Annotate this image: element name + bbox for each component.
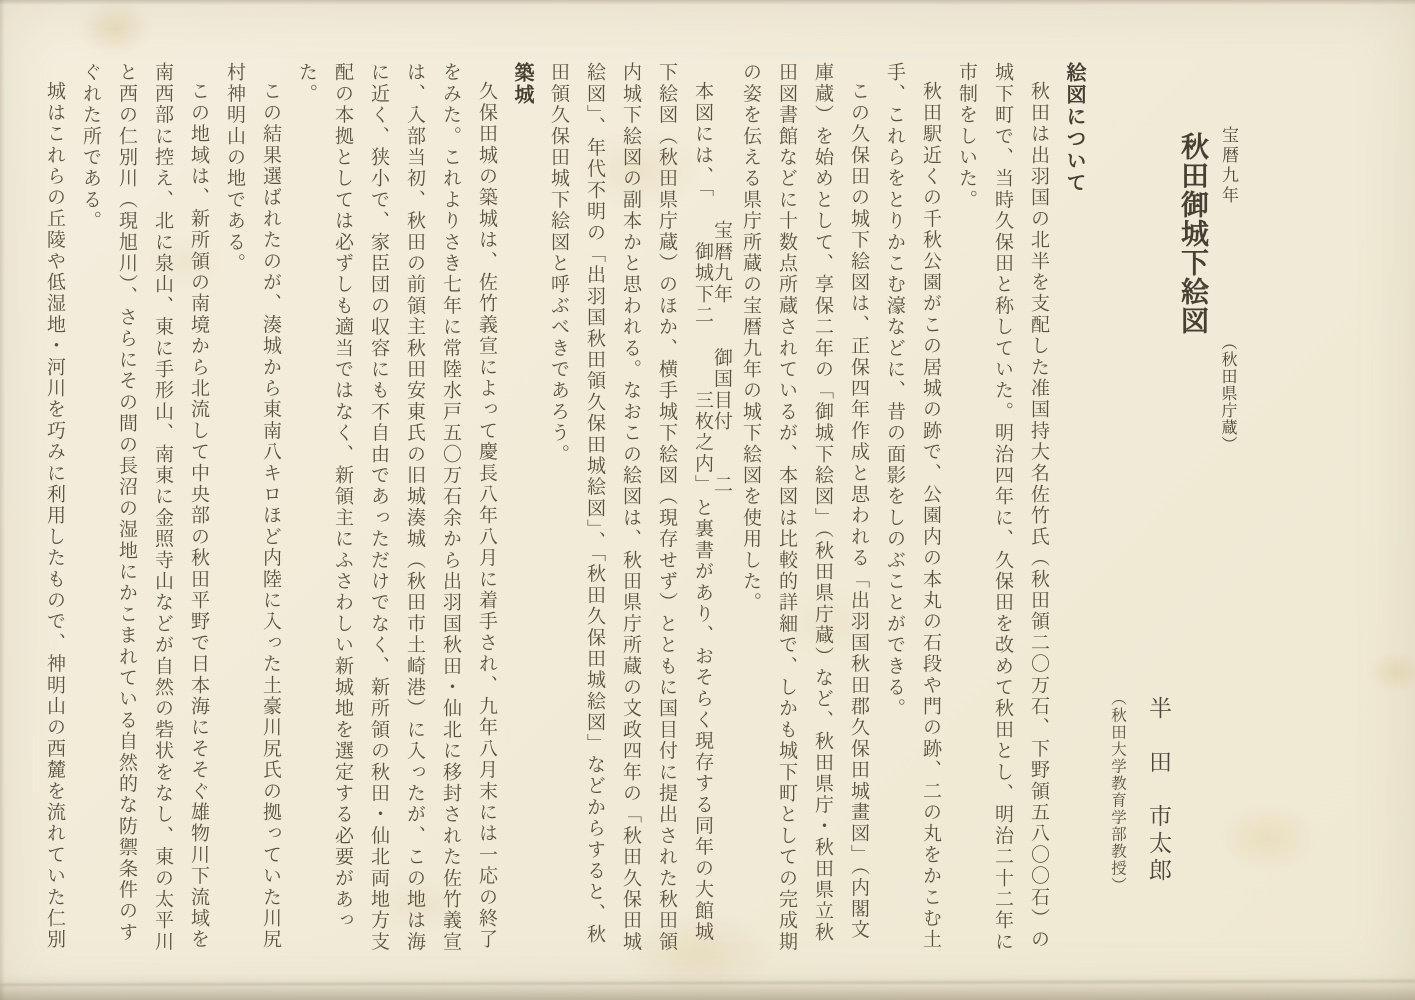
paragraph-5: 久保田城の築城は、佐竹義宣によって慶長八年八月に着手され、九年八月末には一応の終了をみた。これよりさき七年に常陸水戸五〇万石余から出羽国秋田・仙北に移封された佐竹義宣は、入部当初、秋田の前領主秋田安東氏の旧城湊城（秋田市土崎港）に入ったが、この地は海に近く、狭小で、家臣団の収容にも不自由であっただけでなく、新所領の秋田・仙北両地方支配の本拠としては必ずしも適当ではなく、新領主にふさわしい新城地を選定する必要があった。 <box>296 62 497 953</box>
uragaki-quote-line-2: 御城下二 三枚之内」 <box>692 219 713 496</box>
paragraph-2: 秋田駅近くの千秋公園がこの居城の跡で、公園内の本丸の石段や門の跡、二の丸をかこむ土手、これらをとりかこむ濠などに、昔の面影をしのぶことができる。 <box>884 62 941 951</box>
uragaki-inset-quote <box>693 201 731 496</box>
section-heading-about: 絵図について <box>1063 62 1085 194</box>
text-run-after-quote: と裏書があり、おそらく現存する同年の大館城下絵図（秋田県庁蔵）のほか、横手城下絵図（現存せず）とともに国目付に提出された秋田領内城下絵図の副本かと思われる。なおこの絵図は、秋田県庁所蔵の文政四年の「秋田久保田城絵図」、年代不明の「出羽国秋田領久保田城絵図」、「秋田久保田城絵図」などからすると、秋田領久保田城下絵図と呼ぶべきであろう。 <box>548 62 713 953</box>
section-heading-chikujo: 築城 <box>511 62 533 106</box>
page-top-edge <box>0 0 1415 5</box>
paragraph-3: この久保田の城下絵図は、正保四年作成と思われる「出羽国秋田郡久保田城畫図」（内閣文庫蔵）を始めとして、享保二年の「御城下絵図」（秋田県庁蔵）など、秋田県庁・秋田県立秋田図書館などに十数点所蔵されているが、本図は比較的詳細で、しかも城下町としての完成期の姿を伝える県庁所蔵の宝暦九年の城下絵図を使用した。 <box>740 62 869 953</box>
page-left-edge <box>0 0 5 1000</box>
paragraph-8: 城はこれらの丘陵や低湿地・河川を巧みに利用したもので、神明山の西麓を流れていた仁別 <box>44 81 65 951</box>
author-name: 半 田 市太郎 <box>1146 696 1171 885</box>
uragaki-quote-line-1: 宝暦九年 御国目付 二 <box>711 219 732 496</box>
paragraph-6: この結果選ばれたのが、湊城から東南八キロほど内陸に入った土豪川尻氏の拠っていた川尻村神明山の地である。 <box>224 62 281 951</box>
title-collection-note: （秋田県庁蔵） <box>1219 334 1236 453</box>
page-bottom-deckle-edge <box>0 974 1415 1000</box>
title-era-label: 宝暦九年 <box>1219 126 1238 206</box>
text-run-before-quote: 本図には、「 <box>692 81 713 199</box>
paragraph-7: この地域は、新所領の南境から北流して中央部の秋田平野で日本海にそそぐ雄物川下流域を南西部に控え、北に泉山、東に手形山、南東に金照寺山などが自然の砦状をなし、東の太平川と西の仁別川（現旭川）、さらにその間の長沼の湿地にかこまれている自然的な防禦条件のすぐれた所である。 <box>80 62 209 953</box>
paragraph-1: 秋田は出羽国の北半を支配した准国持大名佐竹氏（秋田領二〇万石、下野領五八〇〇石）の城下町で、当時久保田と称していた。明治四年に、久保田を改めて秋田とし、明治二十二年に市制をしいた。 <box>956 62 1049 953</box>
page-title: 秋田御城下絵図 <box>1177 132 1208 335</box>
paragraph-4 <box>540 62 732 954</box>
author-affiliation: （秋田大学教育学部教授） <box>1109 690 1126 894</box>
article-body <box>36 62 1092 954</box>
